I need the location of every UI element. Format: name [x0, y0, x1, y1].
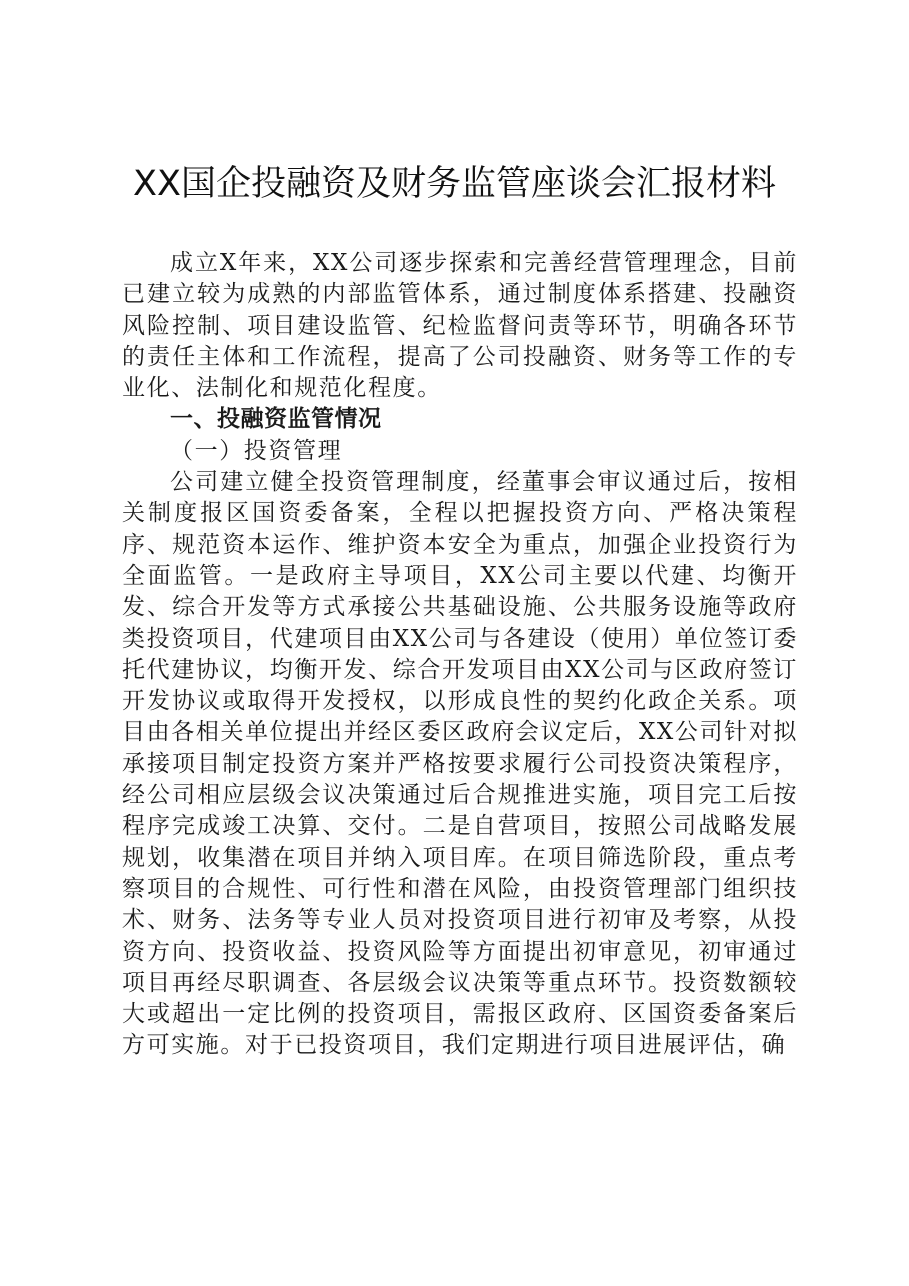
- intro-paragraph: 成立X年来，XX公司逐步探索和完善经营管理理念，目前已建立较为成熟的内部监管体系，通过制度体系搭建、投融资风险控制、项目建设监管、纪检监督问责等环节，明确各环节的责任主体和工作流程，提高了公司投融资、财务等工作的专业化、法制化和规范化程度。: [122, 250, 798, 402]
- document-body: [122, 248, 798, 1062]
- subsection-heading: （一）投资管理: [170, 437, 343, 464]
- section-heading: 一、投融资监管情况: [170, 406, 382, 433]
- document-title: XX国企投融资及财务监管座谈会汇报材料: [133, 164, 776, 204]
- subsection-paragraph: 公司建立健全投资管理制度，经董事会审议通过后，按相关制度报区国资委备案，全程以把握投资方向、严格决策程序、规范资本运作、维护资本安全为重点，加强企业投资行为全面监管。一是政府主导项目，XX公司主要以代建、均衡开发、综合开发等方式承接公共基础设施、公共服务设施等政府类投资项目，代建项目由XX公司与各建设（使用）单位签订委托代建协议，均衡开发、综合开发项目由XX公司与区政府签订开发协议或取得开发授权，以形成良性的契约化政企关系。项目由各相关单位提出并经区委区政府会议定后，XX公司针对拟承接项目制定投资方案并严格按要求履行公司投资决策程序，经公司相应层级会议决策通过后合规推进实施，项目完工后按程序完成竣工决算、交付。二是自营项目，按照公司战略发展规划，收集潜在项目并纳入项目库。在项目筛选阶段，重点考察项目的合规性、可行性和潜在风险，由投资管理部门组织技术、财务、法务等专业人员对投资项目进行初审及考察，从投资方向、投资收益、投资风险等方面提出初审意见，初审通过项目再经尽职调查、各层级会议决策等重点环节。投资数额较大或超出一定比例的投资项目，需报区政府、区国资委备案后方可实施。对于已投资项目，我们定期进行项目进展评估，确: [122, 469, 798, 1059]
